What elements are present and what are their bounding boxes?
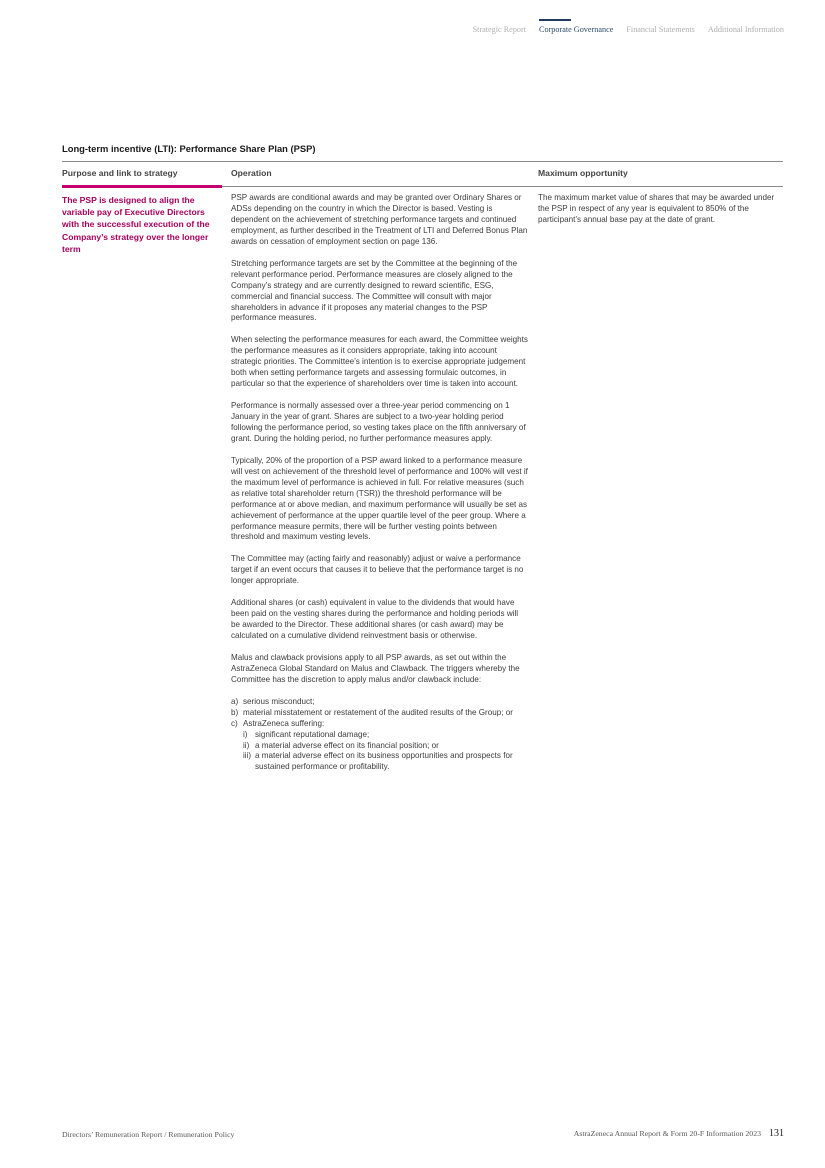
list-marker: ii) (243, 740, 250, 750)
operation-column (231, 193, 529, 773)
list-text: significant reputational damage; (255, 729, 370, 739)
sub-trigger-list (231, 730, 529, 774)
list-text: serious misconduct; (243, 696, 315, 706)
list-marker: a) (231, 696, 239, 706)
top-navigation (473, 19, 784, 34)
list-item (231, 708, 529, 719)
page-number: 131 (769, 1128, 784, 1139)
tab-strategic-report[interactable]: Strategic Report (472, 25, 527, 34)
list-marker: iii) (243, 751, 252, 761)
tab-additional-information[interactable]: Additional Information (707, 25, 784, 34)
list-marker: b) (231, 707, 239, 717)
operation-paragraph: The Committee may (acting fairly and reasonably) adjust or waive a performance target if an event occurs that causes it to believe that the performance target is no longer appropriate. (231, 554, 524, 586)
list-item (231, 719, 529, 730)
footer-section-label: Directors’ Remuneration Report / Remuneration Policy (62, 1130, 235, 1139)
section-title: Long-term incentive (LTI): Performance Share Plan (PSP) (62, 143, 316, 154)
operation-paragraph: Typically, 20% of the proportion of a PSP award linked to a performance measure will vest on achievement of the threshold level of performance and 100% will vest if the maximum level of performance is achieved in full. For relative measures (such as relative total shareholder return (TSR)) the threshold performance will be performance at or above median, and maximum performance will usually be set as achievement of performance at the upper quartile level of the peer group. Where a performance measure permits, there will be further vesting points between threshold and maximum vesting levels. (231, 455, 528, 542)
header-accent-rule (62, 185, 222, 188)
list-text: a material adverse effect on its business opportunities and prospects for sustained performance or profitability. (255, 751, 513, 772)
column-header-operation: Operation (231, 168, 272, 178)
list-item (243, 730, 529, 741)
operation-paragraph: Performance is normally assessed over a three-year period commencing on 1 January in the year of grant. Shares are subject to a two-year holding period following the performance period, so vesting takes place on the fifth anniversary of grant. During the holding period, no further performance measures apply. (231, 401, 526, 443)
column-header-maximum: Maximum opportunity (538, 168, 628, 178)
operation-paragraph: Malus and clawback provisions apply to all PSP awards, as set out within the AstraZeneca Global Standard on Malus and Clawback. The triggers whereby the Committee has the discretion to apply malus and/or clawback include: (231, 652, 520, 684)
column-header-purpose: Purpose and link to strategy (62, 168, 178, 178)
table-top-rule (62, 161, 783, 162)
tab-financial-statements[interactable]: Financial Statements (626, 25, 695, 34)
list-text: AstraZeneca suffering: (243, 718, 325, 728)
footer-publication-title: AstraZeneca Annual Report & Form 20-F Information 2023 (573, 1129, 761, 1138)
maximum-opportunity-text: The maximum market value of shares that may be awarded under the PSP in respect of any year is equivalent to 850% of the participant’s annual base pay at the date of grant. (538, 193, 775, 224)
operation-paragraph: Additional shares (or cash) equivalent in value to the dividends that would have been paid on the vesting shares during the performance and holding periods will be awarded to the Director. These additional shares (or cash award) may be calculated on a cumulative dividend reinvestment basis or otherwise. (231, 598, 519, 641)
list-item (243, 751, 529, 773)
footer-publication (574, 1128, 784, 1139)
list-text: material misstatement or restatement of the audited results of the Group; or (243, 707, 513, 717)
operation-paragraph: When selecting the performance measures for each award, the Committee weights the performance measures as it considers appropriate, taking into account strategic priorities. The Committee’s intention is to exercise appropriate judgement both when setting performance targets and assessing formulaic outcomes, in particular so that the experience of shareholders over time is taken into account. (231, 335, 528, 389)
tab-corporate-governance[interactable]: Corporate Governance (539, 19, 613, 34)
operation-paragraph: PSP awards are conditional awards and may be granted over Ordinary Shares or ADSs depending on the country in which the Director is based. Vesting is dependent on the achievement of stretching performance targets and continued employment, as further described in the Treatment of LTI and Deferred Bonus Plan awards on cessation of employment section on page 136. (231, 193, 528, 246)
list-item (231, 697, 529, 708)
list-marker: c) (231, 718, 238, 728)
list-item (243, 741, 529, 752)
operation-paragraph: Stretching performance targets are set by the Committee at the beginning of the relevant performance period. Performance measures are closely aligned to the Company’s strategy and are currently designed to reward scientific, ESG, commercial and financial success. The Committee will consult with major shareholders in advance if it proposes any material changes to the PSP performance measures. (231, 258, 518, 323)
purpose-text: The PSP is designed to align the variable pay of Executive Directors with the successful execution of the Company’s strategy over the longer term (62, 195, 210, 254)
list-marker: i) (243, 729, 248, 739)
trigger-list (231, 697, 529, 774)
list-text: a material adverse effect on its financial position; or (255, 740, 439, 750)
